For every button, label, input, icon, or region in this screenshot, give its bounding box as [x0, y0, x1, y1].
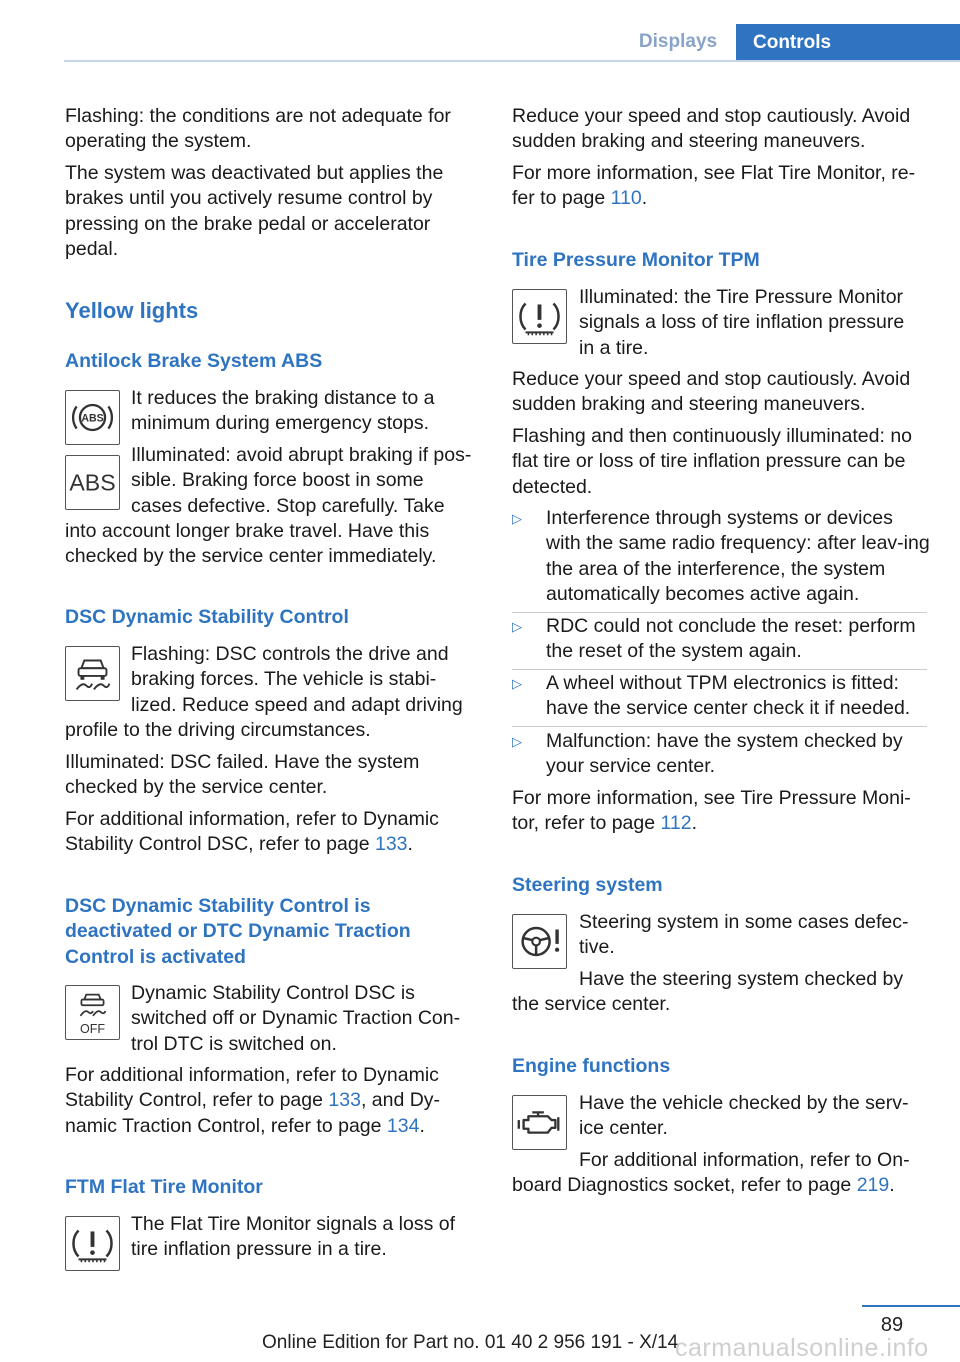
text-line: trol DTC is switched on. — [131, 1032, 337, 1055]
text-line: signals a loss of tire inflation pressure — [579, 311, 905, 334]
page-link-219[interactable]: 219 — [856, 1174, 890, 1196]
edition-note: Online Edition for Part no. 01 40 2 956 191 - X/14 — [262, 1332, 679, 1353]
page-link-134[interactable]: 134 — [386, 1114, 420, 1137]
text: board Diagnostics socket, refer to page — [512, 1174, 857, 1196]
paragraph: For additional information, refer to Dynamic Stability Control, refer to page 133, and Dy-namic Traction Control, refer to page 134. — [65, 1064, 441, 1137]
paragraph: Flashing and then continuously illuminated: no flat tire or loss of tire inflation pressure can be detected. — [512, 425, 913, 498]
paragraph: board Diagnostics socket, refer to page 219. — [512, 1174, 895, 1196]
heading-ftm: FTM Flat Tire Monitor — [65, 1176, 263, 1198]
heading-steering: Steering system — [512, 874, 663, 896]
text-line: Have the vehicle checked by the serv- — [579, 1092, 909, 1114]
steering-warning-icon — [512, 914, 567, 969]
text-line: switched off or Dynamic Traction Con- — [131, 1007, 461, 1030]
bullet-marker: ▷ — [512, 676, 522, 691]
text-line: Illuminated: avoid abrupt braking if pos- — [131, 444, 472, 466]
text-line: ice center. — [579, 1117, 668, 1140]
paragraph: For additional information, refer to Dynamic Stability Control DSC, refer to page 133. — [65, 808, 439, 856]
page-link-133[interactable]: 133 — [374, 833, 408, 856]
paragraph — [131, 1212, 476, 1263]
heading-line: Control is activated — [65, 945, 246, 968]
heading-line: deactivated or DTC Dynamic Traction — [65, 920, 411, 943]
engine-icon — [512, 1095, 567, 1150]
dsc-off-icon-label: OFF — [79, 1022, 106, 1037]
paragraph: profile to the driving circumstances. — [65, 719, 371, 741]
list-item-text: Interference through systems or devices with the same radio frequency: after leav-ing the area of the interference, the system automatically becomes active again. — [546, 507, 930, 605]
heading-engine: Engine functions — [512, 1055, 671, 1077]
text-line: tire inflation pressure in a tire. — [131, 1238, 387, 1261]
watermark: carmanualsonline.info — [675, 1334, 929, 1362]
paragraph — [579, 1091, 939, 1142]
paragraph: For more information, see Tire Pressure Moni-tor, refer to page 112. — [512, 787, 911, 835]
heading-line: DSC Dynamic Stability Control is — [65, 895, 371, 917]
paragraph: the service center. — [512, 993, 671, 1015]
text: , and Dy-namic Traction Control, refer to page — [65, 1089, 441, 1137]
paragraph: It reduces the braking distance to a minimum during emergency stops. — [131, 387, 435, 435]
page-link-133[interactable]: 133 — [328, 1089, 361, 1112]
paragraph: into account longer brake travel. Have this checked by the service center immediately. — [65, 520, 437, 568]
list-divider — [512, 612, 927, 613]
text-line: lized. Reduce speed and adapt driving — [131, 693, 463, 716]
list-item-text: RDC could not conclude the reset: perform the reset of the system again. — [546, 615, 916, 663]
text-line: braking forces. The vehicle is stabi- — [131, 668, 437, 691]
paragraph: Flashing: the conditions are not adequate for operating the system. — [65, 105, 451, 153]
paragraph: Have the steering system checked by — [579, 968, 904, 990]
text: For additional information, refer to Dynamic Stability Control DSC, refer to page — [65, 808, 439, 856]
text-line: Flashing: DSC controls the drive and — [131, 643, 449, 665]
bullet-marker: ▷ — [512, 619, 522, 634]
heading-dsc: DSC Dynamic Stability Control — [65, 606, 349, 628]
dsc-car-icon — [65, 646, 120, 701]
page-number: 89 — [880, 1314, 904, 1336]
paragraph: Reduce your speed and stop cautiously. Avoid sudden braking and steering maneuvers. — [512, 105, 911, 153]
text-line: The Flat Tire Monitor signals a loss of — [131, 1213, 456, 1235]
tab-displays[interactable]: Displays — [638, 31, 718, 52]
text-line: cases defective. Stop carefully. Take — [131, 494, 445, 517]
paragraph: Reduce your speed and stop cautiously. Avoid sudden braking and steering maneuvers. — [512, 368, 911, 416]
text-line: tive. — [579, 936, 615, 959]
paragraph: For more information, see Flat Tire Monitor, re-fer to page 110. — [512, 162, 916, 210]
heading-tpm: Tire Pressure Monitor TPM — [512, 249, 760, 271]
abs-icon — [65, 455, 120, 510]
list-item-text: Malfunction: have the system checked by your service center. — [546, 730, 903, 778]
text-line: Steering system in some cases defec- — [579, 911, 909, 933]
dsc-off-icon — [65, 985, 120, 1040]
tab-controls[interactable]: Controls — [736, 24, 960, 62]
bullet-marker: ▷ — [512, 734, 522, 749]
paragraph: The system was deactivated but applies the brakes until you actively resume control by pressing on the brake pedal or accelerator pedal. — [65, 162, 444, 260]
text-line: in a tire. — [579, 336, 649, 359]
list-divider — [512, 726, 927, 727]
paragraph — [579, 285, 939, 361]
paragraph: For additional information, refer to On- — [579, 1149, 910, 1171]
text: For more information, see Flat Tire Monitor, re-fer to page — [512, 162, 916, 210]
tire-pressure-warning-icon — [512, 289, 567, 344]
text: For more information, see Tire Pressure Moni-tor, refer to page — [512, 787, 911, 835]
section-heading-yellow-lights: Yellow lights — [65, 298, 199, 323]
text-line: sible. Braking force boost in some — [131, 469, 424, 492]
svg-text:ABS: ABS — [81, 412, 104, 425]
list-item-text: A wheel without TPM electronics is fitted: have the service center check it if needed. — [546, 672, 911, 720]
bullet-marker: ▷ — [512, 511, 522, 526]
text-line: Dynamic Stability Control DSC is — [131, 982, 415, 1004]
heading-abs: Antilock Brake System ABS — [65, 350, 323, 372]
text-line: Illuminated: the Tire Pressure Monitor — [579, 286, 904, 308]
paragraph — [579, 910, 939, 961]
list-divider — [512, 669, 927, 670]
footer-divider — [862, 1305, 960, 1307]
paragraph — [131, 642, 476, 718]
header-divider — [64, 60, 960, 62]
paragraph — [131, 443, 481, 519]
tire-pressure-warning-icon — [65, 1216, 120, 1271]
paragraph: Illuminated: DSC failed. Have the system checked by the service center. — [65, 751, 420, 799]
heading-dsc-off — [65, 894, 465, 970]
text: For additional information, refer to Dynamic Stability Control, refer to page — [65, 1064, 439, 1112]
page-link-110[interactable]: 110 — [610, 187, 642, 210]
abs-circle-icon — [65, 390, 120, 445]
abs-icon-label: ABS — [69, 469, 116, 496]
page-link-112[interactable]: 112 — [660, 812, 692, 835]
paragraph — [131, 981, 476, 1057]
